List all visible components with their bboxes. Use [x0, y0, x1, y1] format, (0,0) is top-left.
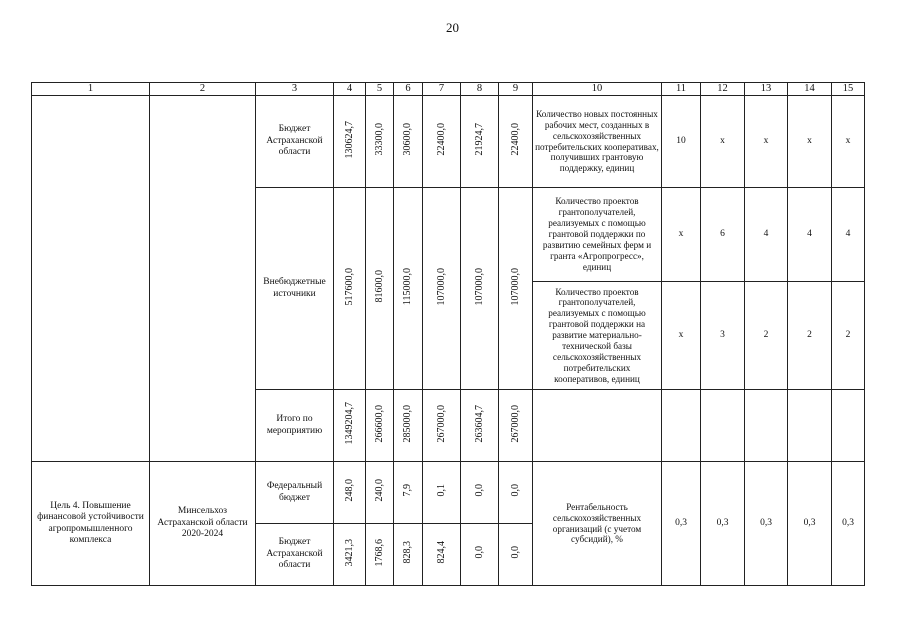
value-2024: 0,0: [509, 484, 521, 497]
col-header: 6: [394, 83, 423, 96]
value-2024: 0,0: [509, 546, 521, 559]
executor-name: Минсельхоз Астраханской области 2020-2024: [150, 462, 256, 586]
value-total: 1349204,7: [343, 402, 355, 445]
value-2023: 263604,7: [473, 404, 485, 443]
funding-source: Итого по мероприятию: [256, 390, 334, 462]
value-2021: 285000,0: [402, 404, 413, 443]
col-header: 8: [461, 83, 499, 96]
value-total: 130624,7: [343, 120, 355, 159]
target-value: х: [662, 188, 701, 282]
goal-name: Цель 4. Повышение финансовой устойчивости агропромышленного комплекса: [32, 462, 150, 586]
col-header: 7: [423, 83, 461, 96]
target-value: 0,3: [662, 462, 701, 586]
value-2023: 107000,0: [473, 267, 485, 306]
value-2022: 824,4: [435, 541, 447, 564]
funding-source: Бюджет Астраханской области: [256, 96, 334, 188]
indicator-name-empty: [533, 390, 662, 462]
col-header: 4: [334, 83, 366, 96]
target-empty: [701, 390, 745, 462]
value-2021: 115000,0: [402, 267, 413, 305]
target-empty: [832, 390, 865, 462]
target-value: 0,3: [788, 462, 832, 586]
indicator-name: Количество проектов грантополучателей, реализуемых с помощью грантовой поддержки по развитию семейных ферм и гранта «Агропрогресс», единиц: [533, 188, 662, 282]
target-value: 2: [832, 282, 865, 390]
value-2023: 21924,7: [473, 123, 485, 156]
target-empty: [662, 390, 701, 462]
goal-cell-empty: [32, 96, 150, 462]
indicator-name: Рентабельность сельскохозяйственных организаций (с учетом субсидий), %: [533, 462, 662, 586]
value-total: 3421,3: [343, 538, 355, 567]
col-header: 13: [745, 83, 788, 96]
value-2020: 266600,0: [373, 404, 385, 443]
col-header: 3: [256, 83, 334, 96]
value-2024: 22400,0: [509, 123, 521, 156]
funding-source: Федеральный бюджет: [256, 462, 334, 524]
page-number: 20: [446, 20, 459, 35]
target-empty: [745, 390, 788, 462]
target-value: х: [832, 96, 865, 188]
value-2023: 0,0: [473, 546, 485, 559]
target-value: х: [701, 96, 745, 188]
target-value: 0,3: [832, 462, 865, 586]
indicator-name: Количество проектов грантополучателей, реализуемых с помощью грантовой поддержки на развитие материально-технической базы сельскохозяйственных потребительских кооперативов, единиц: [533, 282, 662, 390]
executor-cell-empty: [150, 96, 256, 462]
funding-source: Бюджет Астраханской области: [256, 524, 334, 586]
col-header: 14: [788, 83, 832, 96]
value-2022: 22400,0: [435, 123, 447, 156]
target-value: 4: [745, 188, 788, 282]
value-2021: 30600,0: [402, 123, 413, 156]
col-header: 2: [150, 83, 256, 96]
target-value: 4: [788, 188, 832, 282]
value-2024: 267000,0: [509, 404, 521, 443]
target-value: 4: [832, 188, 865, 282]
value-total: 517600,0: [343, 267, 355, 306]
value-2020: 33300,0: [373, 123, 385, 156]
table-row: [32, 96, 865, 188]
col-header: 15: [832, 83, 865, 96]
value-2022: 107000,0: [435, 267, 447, 306]
target-empty: [788, 390, 832, 462]
col-header: 5: [366, 83, 394, 96]
col-header: 10: [533, 83, 662, 96]
target-value: х: [662, 282, 701, 390]
target-value: 0,3: [745, 462, 788, 586]
col-header: 12: [701, 83, 745, 96]
target-value: 2: [788, 282, 832, 390]
target-value: х: [745, 96, 788, 188]
value-2020: 81600,0: [373, 270, 385, 303]
value-total: 248,0: [343, 479, 355, 502]
value-2021: 828,3: [402, 541, 413, 564]
col-header: 9: [499, 83, 533, 96]
table-row: [32, 462, 865, 524]
col-header: 11: [662, 83, 701, 96]
budget-table: [31, 82, 865, 586]
col-header: 1: [32, 83, 150, 96]
value-2020: 240,0: [373, 479, 385, 502]
value-2022: 0,1: [435, 484, 447, 497]
indicator-name: Количество новых постоянных рабочих мест, созданных в сельскохозяйственных потребительских кооперативах, получивших грантовую поддержку, единиц: [533, 96, 662, 188]
value-2023: 0,0: [473, 484, 485, 497]
target-value: 3: [701, 282, 745, 390]
value-2022: 267000,0: [435, 404, 447, 443]
column-number-row: [32, 83, 865, 96]
value-2024: 107000,0: [509, 267, 521, 306]
target-value: х: [788, 96, 832, 188]
target-value: 10: [662, 96, 701, 188]
funding-source: Внебюджетные источники: [256, 188, 334, 390]
target-value: 2: [745, 282, 788, 390]
target-value: 6: [701, 188, 745, 282]
value-2021: 7,9: [402, 484, 413, 497]
target-value: 0,3: [701, 462, 745, 586]
value-2020: 1768,6: [373, 538, 385, 567]
